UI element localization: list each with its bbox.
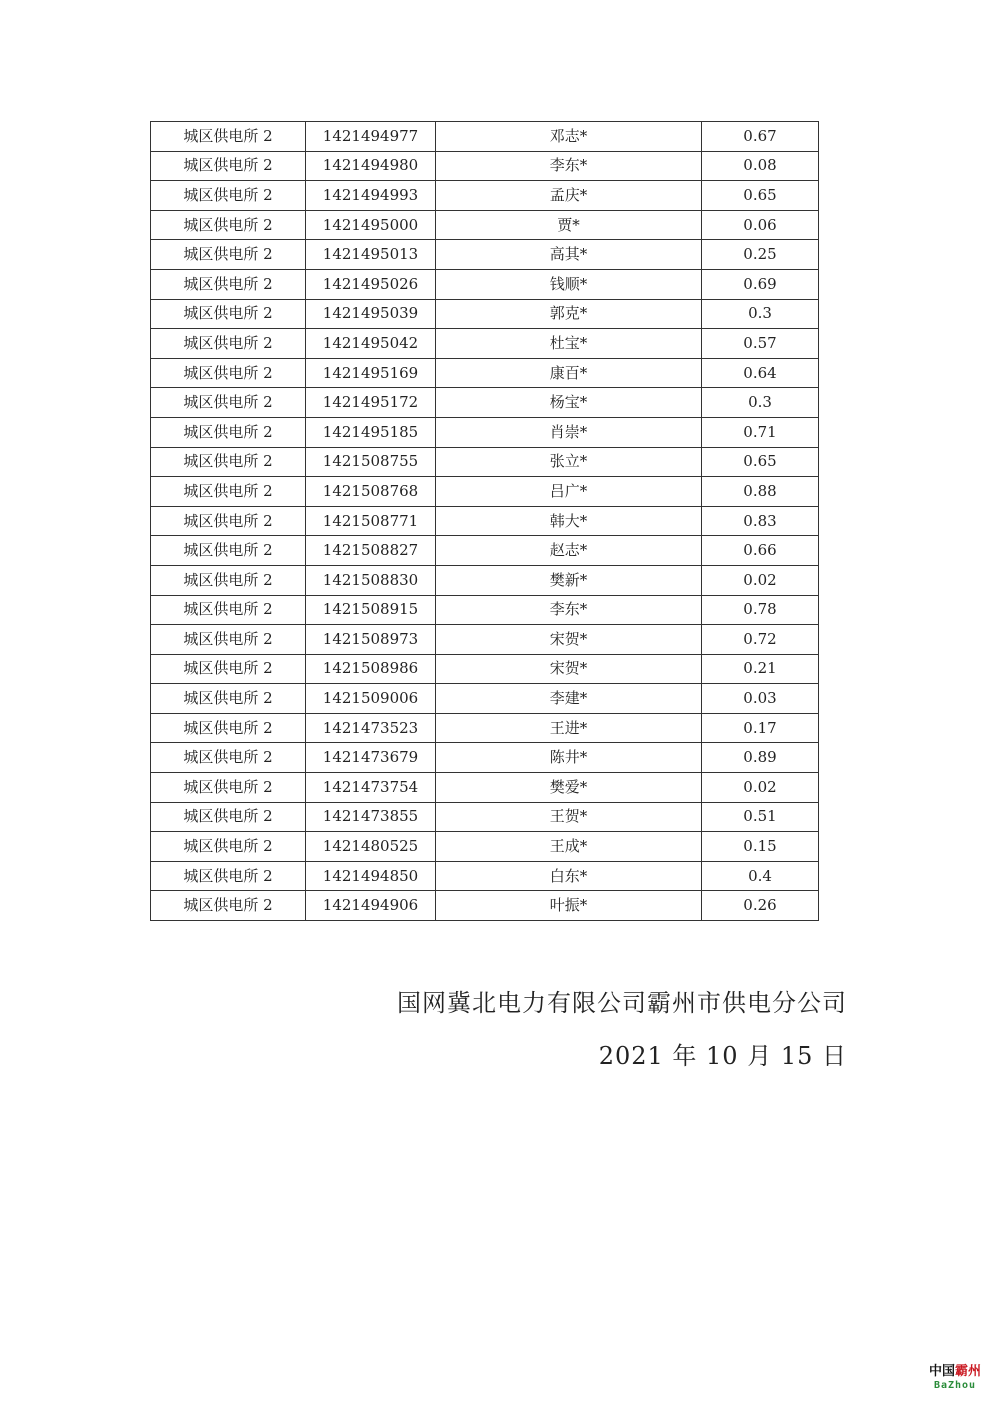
amount-cell: 0.15	[702, 832, 819, 862]
unit-cell: 城区供电所 2	[151, 329, 306, 359]
name-cell: 王进*	[436, 713, 702, 743]
amount-cell: 0.65	[702, 181, 819, 211]
account-cell: 1421494993	[306, 181, 436, 211]
amount-cell: 0.64	[702, 358, 819, 388]
account-cell: 1421480525	[306, 832, 436, 862]
table-row	[151, 802, 819, 832]
amount-cell: 0.78	[702, 595, 819, 625]
amount-cell: 0.72	[702, 625, 819, 655]
issue-date: 2021 年 10 月 15 日	[598, 1042, 847, 1070]
name-cell: 贾*	[436, 210, 702, 240]
amount-cell: 0.02	[702, 773, 819, 803]
name-cell: 张立*	[436, 447, 702, 477]
name-cell: 杜宝*	[436, 329, 702, 359]
unit-cell: 城区供电所 2	[151, 802, 306, 832]
unit-cell: 城区供电所 2	[151, 536, 306, 566]
name-cell: 王贺*	[436, 802, 702, 832]
account-cell: 1421495042	[306, 329, 436, 359]
account-cell: 1421495026	[306, 269, 436, 299]
table-row	[151, 122, 819, 152]
unit-cell: 城区供电所 2	[151, 654, 306, 684]
account-cell: 1421495000	[306, 210, 436, 240]
amount-cell: 0.3	[702, 299, 819, 329]
amount-cell: 0.71	[702, 417, 819, 447]
name-cell: 赵志*	[436, 536, 702, 566]
amount-cell: 0.03	[702, 684, 819, 714]
unit-cell: 城区供电所 2	[151, 181, 306, 211]
amount-cell: 0.4	[702, 861, 819, 891]
table-row	[151, 477, 819, 507]
account-cell: 1421508830	[306, 565, 436, 595]
account-cell: 1421495039	[306, 299, 436, 329]
site-logo	[922, 1365, 988, 1391]
table-row	[151, 832, 819, 862]
account-cell: 1421508986	[306, 654, 436, 684]
name-cell: 宋贺*	[436, 625, 702, 655]
name-cell: 高其*	[436, 240, 702, 270]
account-cell: 1421473855	[306, 802, 436, 832]
unit-cell: 城区供电所 2	[151, 269, 306, 299]
table-row	[151, 240, 819, 270]
account-cell: 1421508755	[306, 447, 436, 477]
unit-cell: 城区供电所 2	[151, 773, 306, 803]
table-row	[151, 299, 819, 329]
name-cell: 宋贺*	[436, 654, 702, 684]
account-cell: 1421508915	[306, 595, 436, 625]
company-name: 国网冀北电力有限公司霸州市供电分公司	[397, 989, 847, 1017]
name-cell: 吕广*	[436, 477, 702, 507]
name-cell: 叶振*	[436, 891, 702, 921]
unit-cell: 城区供电所 2	[151, 891, 306, 921]
name-cell: 陈井*	[436, 743, 702, 773]
name-cell: 樊新*	[436, 565, 702, 595]
amount-cell: 0.08	[702, 151, 819, 181]
logo-en-text: BaZhou	[933, 1380, 977, 1391]
name-cell: 郭克*	[436, 299, 702, 329]
name-cell: 杨宝*	[436, 388, 702, 418]
table-body	[151, 122, 819, 921]
name-cell: 李建*	[436, 684, 702, 714]
name-cell: 钱顺*	[436, 269, 702, 299]
name-cell: 肖崇*	[436, 417, 702, 447]
name-cell: 樊爱*	[436, 773, 702, 803]
amount-cell: 0.69	[702, 269, 819, 299]
account-cell: 1421508771	[306, 506, 436, 536]
account-cell: 1421495169	[306, 358, 436, 388]
name-cell: 孟庆*	[436, 181, 702, 211]
unit-cell: 城区供电所 2	[151, 210, 306, 240]
amount-cell: 0.66	[702, 536, 819, 566]
table-row	[151, 417, 819, 447]
table-row	[151, 595, 819, 625]
unit-cell: 城区供电所 2	[151, 299, 306, 329]
amount-cell: 0.17	[702, 713, 819, 743]
table-row	[151, 269, 819, 299]
table-row	[151, 684, 819, 714]
unit-cell: 城区供电所 2	[151, 506, 306, 536]
table-row	[151, 891, 819, 921]
account-cell: 1421494980	[306, 151, 436, 181]
account-cell: 1421473754	[306, 773, 436, 803]
amount-cell: 0.67	[702, 122, 819, 152]
unit-cell: 城区供电所 2	[151, 240, 306, 270]
unit-cell: 城区供电所 2	[151, 358, 306, 388]
amount-cell: 0.02	[702, 565, 819, 595]
table-row	[151, 713, 819, 743]
unit-cell: 城区供电所 2	[151, 122, 306, 152]
unit-cell: 城区供电所 2	[151, 861, 306, 891]
unit-cell: 城区供电所 2	[151, 151, 306, 181]
account-cell: 1421508827	[306, 536, 436, 566]
logo-cn-highlight: 霸州	[955, 1364, 982, 1379]
table-row	[151, 861, 819, 891]
unit-cell: 城区供电所 2	[151, 595, 306, 625]
amount-cell: 0.06	[702, 210, 819, 240]
data-table	[150, 121, 819, 921]
table-row	[151, 625, 819, 655]
account-cell: 1421494850	[306, 861, 436, 891]
account-cell: 1421508768	[306, 477, 436, 507]
unit-cell: 城区供电所 2	[151, 684, 306, 714]
table-row	[151, 358, 819, 388]
table-row	[151, 743, 819, 773]
unit-cell: 城区供电所 2	[151, 447, 306, 477]
unit-cell: 城区供电所 2	[151, 477, 306, 507]
account-cell: 1421509006	[306, 684, 436, 714]
name-cell: 王成*	[436, 832, 702, 862]
account-cell: 1421494977	[306, 122, 436, 152]
unit-cell: 城区供电所 2	[151, 832, 306, 862]
amount-cell: 0.25	[702, 240, 819, 270]
name-cell: 李东*	[436, 151, 702, 181]
logo-cn-text	[922, 1365, 988, 1378]
unit-cell: 城区供电所 2	[151, 417, 306, 447]
amount-cell: 0.3	[702, 388, 819, 418]
table-row	[151, 151, 819, 181]
account-cell: 1421508973	[306, 625, 436, 655]
name-cell: 邓志*	[436, 122, 702, 152]
table-row	[151, 329, 819, 359]
account-cell: 1421473523	[306, 713, 436, 743]
amount-cell: 0.83	[702, 506, 819, 536]
account-cell: 1421495172	[306, 388, 436, 418]
name-cell: 李东*	[436, 595, 702, 625]
table-row	[151, 506, 819, 536]
amount-cell: 0.57	[702, 329, 819, 359]
account-cell: 1421495013	[306, 240, 436, 270]
amount-cell: 0.88	[702, 477, 819, 507]
account-cell: 1421495185	[306, 417, 436, 447]
table-row	[151, 388, 819, 418]
table-row	[151, 447, 819, 477]
table-row	[151, 210, 819, 240]
amount-cell: 0.26	[702, 891, 819, 921]
table-row	[151, 565, 819, 595]
logo-cn-prefix: 中国	[928, 1364, 955, 1379]
unit-cell: 城区供电所 2	[151, 625, 306, 655]
amount-cell: 0.51	[702, 802, 819, 832]
unit-cell: 城区供电所 2	[151, 713, 306, 743]
table-row	[151, 654, 819, 684]
name-cell: 白东*	[436, 861, 702, 891]
unit-cell: 城区供电所 2	[151, 743, 306, 773]
table-row	[151, 773, 819, 803]
amount-cell: 0.65	[702, 447, 819, 477]
unit-cell: 城区供电所 2	[151, 565, 306, 595]
unit-cell: 城区供电所 2	[151, 388, 306, 418]
table-row	[151, 536, 819, 566]
name-cell: 康百*	[436, 358, 702, 388]
amount-cell: 0.21	[702, 654, 819, 684]
name-cell: 韩大*	[436, 506, 702, 536]
account-cell: 1421494906	[306, 891, 436, 921]
account-cell: 1421473679	[306, 743, 436, 773]
table-row	[151, 181, 819, 211]
amount-cell: 0.89	[702, 743, 819, 773]
